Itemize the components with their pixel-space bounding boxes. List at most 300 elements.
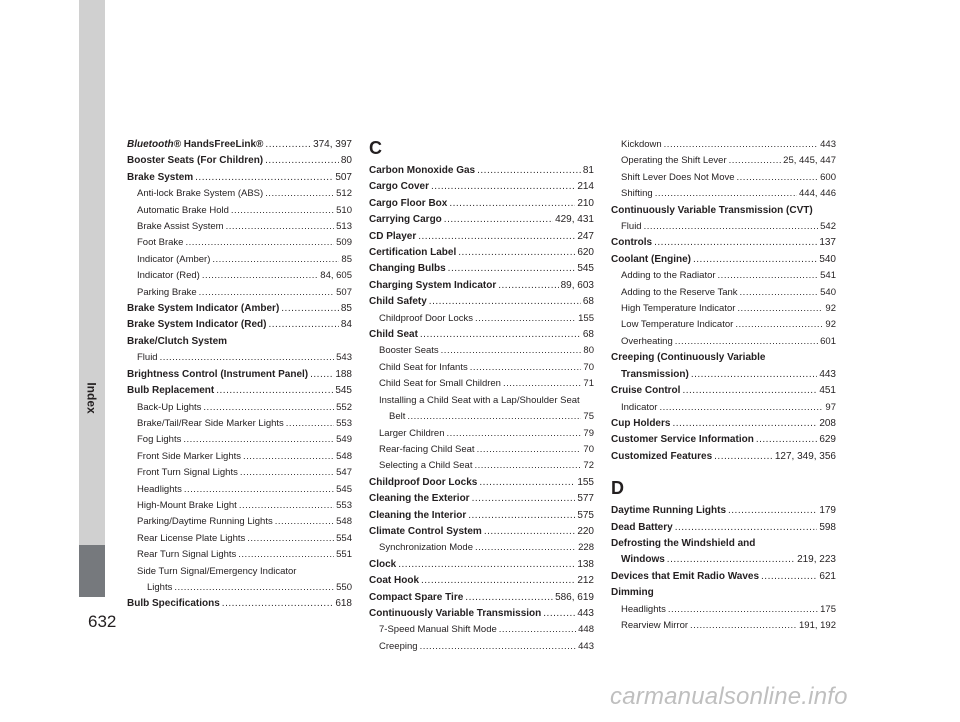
dot-leader xyxy=(472,491,576,507)
index-entry[interactable] xyxy=(127,268,352,284)
index-entry[interactable] xyxy=(369,557,594,573)
dot-leader xyxy=(477,163,581,179)
index-entry-page[interactable]: 451 xyxy=(819,385,836,397)
index-entry-page[interactable]: 75 xyxy=(583,411,594,423)
index-entry-page[interactable]: 577 xyxy=(577,493,594,505)
dot-leader xyxy=(420,327,581,343)
index-entry[interactable] xyxy=(611,449,836,465)
index-entry-term: Headlights xyxy=(621,603,666,615)
index-entry[interactable] xyxy=(127,367,352,383)
dot-leader xyxy=(444,212,553,228)
index-entry-term: Rearview Mirror xyxy=(621,619,689,631)
index-entry-page[interactable]: 97 xyxy=(825,401,836,413)
index-entry-page[interactable]: 89, 603 xyxy=(560,279,594,291)
index-entry-term: Controls xyxy=(611,237,653,249)
index-entry[interactable] xyxy=(127,498,352,514)
index-entry-term: Transmission) xyxy=(621,368,689,380)
index-entry-page[interactable]: 208 xyxy=(819,417,836,429)
dot-leader xyxy=(729,153,782,169)
index-entry[interactable] xyxy=(369,229,594,245)
index-entry-term: Childproof Door Locks xyxy=(369,476,478,488)
index-entry-term: Rear-facing Child Seat xyxy=(379,443,475,455)
index-entry[interactable] xyxy=(369,426,594,442)
index-entry-term: Booster Seats (For Children) xyxy=(127,155,264,167)
index-entry[interactable] xyxy=(369,639,594,655)
index-entry-page[interactable]: 507 xyxy=(335,171,352,183)
index-entry[interactable] xyxy=(127,219,352,235)
index-entry[interactable] xyxy=(369,524,594,540)
index-entry-page[interactable]: 81 xyxy=(582,165,594,176)
index-entry[interactable] xyxy=(369,294,594,310)
index-entry-page[interactable]: 598 xyxy=(819,521,836,533)
index-entry-page[interactable]: 620 xyxy=(577,247,594,259)
index-entry[interactable] xyxy=(611,334,836,350)
index-entry-term: Headlights xyxy=(137,483,182,495)
index-entry[interactable] xyxy=(369,475,594,491)
index-entry[interactable] xyxy=(127,203,352,219)
index-entry-term: Compact Spare Tire xyxy=(369,591,464,603)
index-entry-page[interactable]: 80 xyxy=(340,155,352,167)
dot-leader xyxy=(693,252,817,268)
index-entry[interactable] xyxy=(611,585,836,601)
index-entry[interactable] xyxy=(369,311,594,327)
index-entry-page[interactable]: 84 xyxy=(340,319,352,331)
index-entry-page[interactable]: 601 xyxy=(820,335,836,347)
index-entry-term: Brake System Indicator (Red) xyxy=(127,319,267,331)
index-entry[interactable] xyxy=(611,383,836,399)
dot-leader xyxy=(265,137,311,153)
index-entry-page[interactable]: 191, 192 xyxy=(799,619,836,631)
index-entry-term: Carrying Cargo xyxy=(369,214,442,226)
index-entry-term: Low Temperature Indicator xyxy=(621,319,734,331)
index-entry[interactable] xyxy=(611,602,836,618)
index-entry[interactable] xyxy=(127,596,352,612)
dot-leader xyxy=(429,294,581,310)
index-entry-page[interactable]: 70 xyxy=(583,443,594,455)
index-entry-page[interactable]: 550 xyxy=(336,581,352,593)
index-entry[interactable] xyxy=(369,540,594,556)
index-side-tab-marker xyxy=(79,545,105,597)
index-entry[interactable] xyxy=(369,376,594,392)
index-entry-term: Installing a Child Seat with a Lap/Shoulder Seat xyxy=(379,394,580,406)
index-entry-page[interactable]: 543 xyxy=(336,352,352,364)
index-entry-page[interactable]: 70 xyxy=(583,361,594,373)
index-entry[interactable] xyxy=(369,606,594,622)
dot-leader xyxy=(470,360,582,376)
index-entry-page[interactable]: 575 xyxy=(577,509,594,521)
index-entry-page[interactable]: 553 xyxy=(336,417,352,429)
dot-leader xyxy=(231,203,334,219)
index-entry[interactable] xyxy=(369,508,594,524)
index-entry[interactable] xyxy=(611,520,836,536)
index-entry[interactable] xyxy=(369,343,594,359)
index-entry-page[interactable]: 175 xyxy=(820,603,836,615)
index-entry[interactable] xyxy=(127,301,352,317)
index-entry[interactable] xyxy=(127,252,352,268)
index-entry-term: Brake Assist System xyxy=(137,221,224,233)
index-entry-term: Shift Lever Does Not Move xyxy=(621,171,735,183)
dot-leader xyxy=(740,285,819,301)
index-entry-page[interactable]: 443 xyxy=(820,139,836,150)
index-entry-page[interactable]: 540 xyxy=(819,253,836,265)
index-entry-page[interactable]: 549 xyxy=(336,434,352,446)
index-entry[interactable] xyxy=(127,137,352,153)
index-entry-term: Parking/Daytime Running Lights xyxy=(137,516,273,528)
index-entry[interactable] xyxy=(611,618,836,634)
dot-leader xyxy=(484,524,576,540)
index-entry[interactable] xyxy=(369,327,594,343)
index-entry[interactable] xyxy=(611,219,836,235)
index-entry[interactable] xyxy=(369,212,594,228)
index-entry-term: Adding to the Reserve Tank xyxy=(621,286,738,298)
index-entry[interactable] xyxy=(611,268,836,284)
index-entry-page[interactable]: 179 xyxy=(819,505,836,517)
dot-leader xyxy=(543,606,575,622)
index-entry[interactable] xyxy=(611,137,836,153)
index-entry[interactable] xyxy=(127,285,352,301)
index-entry-term: Selecting a Child Seat xyxy=(379,460,473,472)
index-entry-term: Front Turn Signal Lights xyxy=(137,467,238,479)
index-entry-page[interactable]: 214 xyxy=(577,181,594,193)
index-entry-page[interactable]: 210 xyxy=(577,197,594,209)
dot-leader xyxy=(675,520,818,536)
index-entry-page[interactable]: 554 xyxy=(336,532,352,544)
index-entry[interactable] xyxy=(369,393,594,409)
dot-leader xyxy=(659,400,823,416)
index-entry-page[interactable]: 85 xyxy=(341,253,352,265)
index-entry-page[interactable]: 586, 619 xyxy=(555,591,594,603)
dot-leader xyxy=(449,196,575,212)
index-entry-term: Dimming xyxy=(611,587,654,599)
index-side-tab xyxy=(79,0,105,597)
dot-leader xyxy=(474,458,581,474)
dot-leader xyxy=(286,416,334,432)
index-entry-term: Childproof Door Locks xyxy=(379,312,473,324)
index-entry[interactable] xyxy=(127,317,352,333)
dot-leader xyxy=(441,343,582,359)
index-entry[interactable] xyxy=(127,400,352,416)
index-entry[interactable] xyxy=(611,153,836,169)
index-entry-page[interactable]: 600 xyxy=(820,171,836,183)
index-entry-term: Climate Control System xyxy=(369,525,482,537)
index-entry-page[interactable]: 219, 223 xyxy=(797,554,836,566)
index-entry[interactable] xyxy=(127,334,352,350)
index-entry-term: Lights xyxy=(147,581,173,593)
index-entry-term: Anti-lock Brake System (ABS) xyxy=(137,188,264,200)
dot-leader xyxy=(458,245,575,261)
index-entry[interactable] xyxy=(369,573,594,589)
dot-leader xyxy=(668,602,818,618)
index-section-letter: C xyxy=(369,138,382,158)
index-entry[interactable] xyxy=(127,449,352,465)
index-entry[interactable] xyxy=(611,252,836,268)
index-entry[interactable] xyxy=(369,163,594,179)
index-entry-page[interactable]: 84, 605 xyxy=(320,270,352,282)
index-entry-page[interactable]: 553 xyxy=(336,499,352,511)
index-entry-page[interactable]: 541 xyxy=(820,270,836,282)
index-entry-page[interactable]: 545 xyxy=(335,385,352,397)
index-entry[interactable] xyxy=(127,465,352,481)
index-entry[interactable] xyxy=(611,569,836,585)
index-entry-page[interactable]: 509 xyxy=(336,237,352,249)
index-entry[interactable] xyxy=(611,203,836,219)
index-entry-term: Coat Hook xyxy=(369,575,419,587)
index-entry-term: Bulb Replacement xyxy=(127,385,215,397)
index-entry[interactable] xyxy=(127,547,352,563)
index-entry-page[interactable]: 444, 446 xyxy=(799,188,836,200)
index-entry-page[interactable]: 429, 431 xyxy=(555,214,594,226)
index-entry-page[interactable]: 443 xyxy=(819,368,836,380)
dot-leader xyxy=(479,475,575,491)
dot-leader xyxy=(265,186,334,202)
index-entry[interactable] xyxy=(369,442,594,458)
dot-leader xyxy=(718,268,819,284)
index-entry-term: Cleaning the Exterior xyxy=(369,493,470,505)
index-entry-page[interactable]: 68 xyxy=(582,329,594,341)
index-entry-term: Bluetooth® HandsFreeLink® xyxy=(127,139,264,150)
index-entry-page[interactable]: 92 xyxy=(825,319,836,331)
index-entry-term: Child Seat for Small Children xyxy=(379,378,501,390)
dot-leader xyxy=(421,573,575,589)
dot-leader xyxy=(499,622,576,638)
index-entry[interactable] xyxy=(369,360,594,376)
index-entry-page[interactable]: 155 xyxy=(578,312,594,324)
dot-leader xyxy=(281,301,339,317)
index-entry[interactable] xyxy=(127,531,352,547)
index-entry[interactable] xyxy=(611,235,836,251)
index-entry-page[interactable]: 548 xyxy=(336,450,352,462)
dot-leader xyxy=(655,186,797,202)
dot-leader xyxy=(465,590,553,606)
index-entry-page[interactable]: 25, 445, 447 xyxy=(783,155,836,167)
index-entry-term: Back-Up Lights xyxy=(137,401,202,413)
index-entry[interactable] xyxy=(611,285,836,301)
index-entry-term: Brake/Clutch System xyxy=(127,335,228,347)
dot-leader xyxy=(672,416,817,432)
index-entry-term: Cleaning the Interior xyxy=(369,509,467,521)
index-entry-page[interactable]: 545 xyxy=(577,263,594,275)
index-entry-page[interactable]: 629 xyxy=(819,434,836,446)
index-entry-page[interactable]: 443 xyxy=(577,607,594,619)
index-entry-term: Synchronization Mode xyxy=(379,542,473,554)
index-entry-term: Rear License Plate Lights xyxy=(137,532,246,544)
index-entry-page[interactable]: 542 xyxy=(820,221,836,233)
index-entry[interactable] xyxy=(611,350,836,366)
dot-leader xyxy=(418,229,575,245)
index-entry-term: Cargo Cover xyxy=(369,181,430,193)
index-entry-page[interactable]: 548 xyxy=(336,516,352,528)
index-entry[interactable] xyxy=(127,416,352,432)
index-entry[interactable] xyxy=(369,590,594,606)
index-entry-page[interactable]: 547 xyxy=(336,467,352,479)
index-entry[interactable] xyxy=(611,400,836,416)
index-entry-page[interactable]: 374, 397 xyxy=(313,139,352,150)
index-entry-term: Indicator (Amber) xyxy=(137,253,211,265)
index-entry-term: Continuously Variable Transmission xyxy=(369,607,542,619)
index-entry-term: Indicator (Red) xyxy=(137,270,200,282)
index-entry-page[interactable]: 621 xyxy=(819,570,836,582)
index-entry-term: Fog Lights xyxy=(137,434,182,446)
index-entry-term: Overheating xyxy=(621,335,673,347)
index-entry-term: Booster Seats xyxy=(379,345,439,357)
index-entry[interactable] xyxy=(611,367,836,383)
index-entry-page[interactable]: 618 xyxy=(335,598,352,610)
dot-leader xyxy=(735,317,823,333)
dot-leader xyxy=(199,285,334,301)
dot-leader xyxy=(265,153,339,169)
index-entry-term: Windows xyxy=(621,554,665,566)
index-entry-page[interactable]: 68 xyxy=(582,296,594,308)
index-entry[interactable] xyxy=(127,383,352,399)
index-entry-page[interactable]: 507 xyxy=(336,286,352,298)
index-column-2 xyxy=(369,137,594,655)
index-entry-term: Creeping (Continuously Variable xyxy=(611,352,766,364)
index-entry[interactable] xyxy=(127,482,352,498)
index-entry-page[interactable]: 448 xyxy=(578,624,594,636)
index-side-label: Index xyxy=(85,382,99,414)
index-entry[interactable] xyxy=(127,153,352,169)
index-entry[interactable] xyxy=(611,170,836,186)
index-entry-page[interactable]: 92 xyxy=(825,303,836,315)
index-entry[interactable] xyxy=(369,458,594,474)
index-entry[interactable] xyxy=(369,196,594,212)
dot-leader xyxy=(498,278,558,294)
dot-leader xyxy=(756,432,818,448)
watermark: carmanualsonline.info xyxy=(610,683,848,710)
dot-leader xyxy=(420,639,577,655)
index-entry-term: Bulb Specifications xyxy=(127,598,220,610)
index-entry-term: Customer Service Information xyxy=(611,434,754,446)
index-entry-page[interactable]: 155 xyxy=(577,476,594,488)
page-number: 632 xyxy=(88,612,117,631)
index-entry-term: High Temperature Indicator xyxy=(621,303,736,315)
index-entry[interactable] xyxy=(369,245,594,261)
dot-leader xyxy=(475,540,576,556)
index-entry-page[interactable]: 80 xyxy=(583,345,594,357)
index-entry-term: Indicator xyxy=(621,401,658,413)
dot-leader xyxy=(644,219,819,235)
index-entry-term: Child Seat for Infants xyxy=(379,361,468,373)
index-entry-term: Kickdown xyxy=(621,139,662,150)
index-entry-page[interactable]: 72 xyxy=(583,460,594,472)
index-entry[interactable] xyxy=(369,409,594,425)
dot-leader xyxy=(240,465,334,481)
index-entry-term: Cup Holders xyxy=(611,417,671,429)
index-entry-term: Charging System Indicator xyxy=(369,279,497,291)
index-entry-page[interactable]: 212 xyxy=(577,575,594,587)
index-entry-term: Foot Brake xyxy=(137,237,184,249)
index-entry[interactable] xyxy=(127,580,352,596)
index-entry[interactable] xyxy=(611,536,836,552)
index-entry-page[interactable]: 228 xyxy=(578,542,594,554)
index-entry[interactable] xyxy=(127,564,352,580)
index-entry[interactable] xyxy=(611,301,836,317)
dot-leader xyxy=(269,317,339,333)
section-gap xyxy=(611,465,836,477)
dot-leader xyxy=(737,301,823,317)
dot-leader xyxy=(185,235,334,251)
index-entry[interactable] xyxy=(127,350,352,366)
index-entry-term: Brake/Tail/Rear Side Marker Lights xyxy=(137,417,284,429)
index-entry[interactable] xyxy=(369,278,594,294)
index-entry-term: Daytime Running Lights xyxy=(611,505,726,517)
index-entry-page[interactable]: 247 xyxy=(577,230,594,242)
index-entry[interactable] xyxy=(611,186,836,202)
index-entry-page[interactable]: 138 xyxy=(577,558,594,570)
dot-leader xyxy=(183,432,334,448)
index-entry-page[interactable]: 85 xyxy=(340,303,352,315)
index-entry-term: Cruise Control xyxy=(611,385,681,397)
index-entry-page[interactable]: 443 xyxy=(578,640,594,652)
dot-leader xyxy=(203,400,334,416)
dot-leader xyxy=(664,137,818,153)
index-entry-page[interactable]: 137 xyxy=(819,237,836,249)
index-entry-term: Belt xyxy=(389,411,406,423)
index-entry-term: Brake System xyxy=(127,171,194,183)
index-entry-term: Parking Brake xyxy=(137,286,197,298)
index-entry-page[interactable]: 545 xyxy=(336,483,352,495)
index-entry-page[interactable]: 540 xyxy=(820,286,836,298)
index-entry-term: Changing Bulbs xyxy=(369,263,446,275)
index-entry-page[interactable]: 510 xyxy=(336,204,352,216)
index-entry-page[interactable]: 551 xyxy=(336,549,352,561)
index-entry-page[interactable]: 188 xyxy=(335,368,352,380)
index-entry[interactable] xyxy=(127,186,352,202)
index-entry[interactable] xyxy=(369,622,594,638)
index-entry[interactable] xyxy=(127,514,352,530)
index-entry-page[interactable]: 512 xyxy=(336,188,352,200)
dot-leader xyxy=(239,498,334,514)
index-entry-page[interactable]: 71 xyxy=(583,378,594,390)
index-entry-page[interactable]: 127, 349, 356 xyxy=(774,450,836,462)
index-entry-term: Creeping xyxy=(379,640,418,652)
index-entry-page[interactable]: 552 xyxy=(336,401,352,413)
dot-leader xyxy=(195,170,333,186)
dot-leader xyxy=(448,261,576,277)
index-entry-term: 7-Speed Manual Shift Mode xyxy=(379,624,497,636)
dot-leader xyxy=(222,596,334,612)
index-entry[interactable] xyxy=(369,261,594,277)
index-entry[interactable] xyxy=(369,491,594,507)
index-entry-term: Fluid xyxy=(137,352,158,364)
index-entry[interactable] xyxy=(611,503,836,519)
dot-leader xyxy=(475,311,576,327)
dot-leader xyxy=(160,350,335,366)
index-entry-term: Shifting xyxy=(621,188,653,200)
dot-leader xyxy=(691,367,818,383)
index-entry-term: Continuously Variable Transmission (CVT) xyxy=(611,204,813,216)
index-entry-term: Child Seat xyxy=(369,329,418,341)
index-entry[interactable] xyxy=(611,432,836,448)
index-entry[interactable] xyxy=(127,432,352,448)
index-entry[interactable] xyxy=(127,235,352,251)
index-entry-page[interactable]: 220 xyxy=(577,525,594,537)
index-entry[interactable] xyxy=(127,170,352,186)
index-entry-page[interactable]: 513 xyxy=(336,221,352,233)
index-entry[interactable] xyxy=(611,552,836,568)
dot-leader xyxy=(310,367,333,383)
dot-leader xyxy=(275,514,334,530)
index-column-3 xyxy=(611,137,836,634)
dot-leader xyxy=(728,503,817,519)
index-entry[interactable] xyxy=(611,317,836,333)
index-entry-page[interactable]: 79 xyxy=(583,427,594,439)
dot-leader xyxy=(446,426,581,442)
index-entry[interactable] xyxy=(611,416,836,432)
index-entry[interactable] xyxy=(369,179,594,195)
index-entry-term: Automatic Brake Hold xyxy=(137,204,229,216)
dot-leader xyxy=(682,383,817,399)
